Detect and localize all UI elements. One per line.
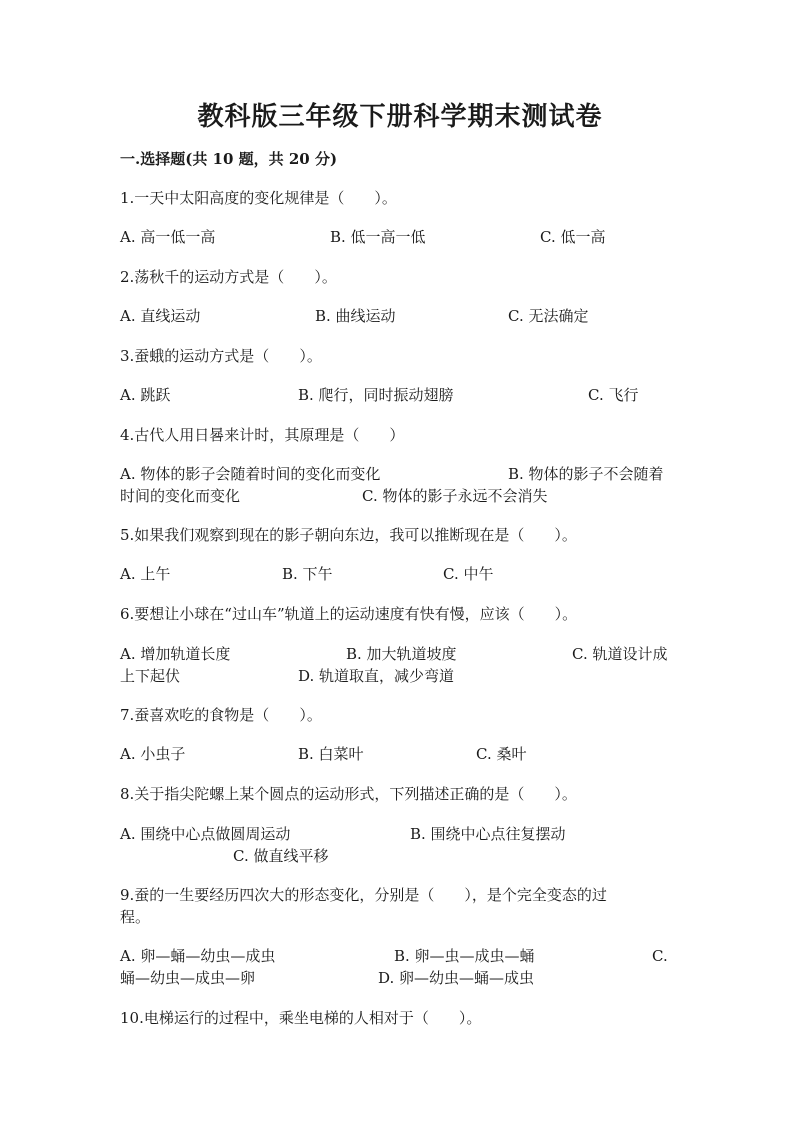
question-4-option-b-continued: 时间的变化而变化 xyxy=(120,487,241,505)
question-9-option-c-continued: 蛹—幼虫—成虫—卵 xyxy=(120,969,256,987)
question-6-option-b: B. 加大轨道坡度 xyxy=(346,645,457,663)
question-3-option-b: B. 爬行，同时振动翅膀 xyxy=(298,386,454,404)
question-2-option-a: A. 直线运动 xyxy=(120,307,201,325)
question-8-stem: 8.关于指尖陀螺上某个圆点的运动形式，下列描述正确的是（ ）。 xyxy=(120,785,577,803)
question-6-option-c-continued: 上下起伏 xyxy=(120,667,181,685)
question-8-option-c: C. 做直线平移 xyxy=(233,847,329,865)
question-4-option-b: B. 物体的影子不会随着 xyxy=(508,465,664,483)
question-9-option-c: C. xyxy=(652,947,668,965)
question-4-option-c: C. 物体的影子永远不会消失 xyxy=(362,487,548,505)
question-2-option-c: C. 无法确定 xyxy=(508,307,589,325)
question-5-option-b: B. 下午 xyxy=(282,565,333,583)
question-1-option-c: C. 低一高 xyxy=(540,228,606,246)
question-6-option-d: D. 轨道取直，减少弯道 xyxy=(298,667,455,685)
question-1-option-b: B. 低一高一低 xyxy=(330,228,426,246)
question-4-option-a: A. 物体的影子会随着时间的变化而变化 xyxy=(120,465,381,483)
question-7-option-c: C. 桑叶 xyxy=(476,745,527,763)
question-5-stem: 5.如果我们观察到现在的影子朝向东边，我可以推断现在是（ ）。 xyxy=(120,526,577,544)
page-title: 教科版三年级下册科学期末测试卷 xyxy=(197,102,603,132)
question-7-stem: 7.蚕喜欢吃的食物是（ ）。 xyxy=(120,706,322,724)
question-3-option-a: A. 跳跃 xyxy=(120,386,171,404)
question-2-option-b: B. 曲线运动 xyxy=(315,307,396,325)
question-5-option-a: A. 上午 xyxy=(120,565,171,583)
question-9-stem: 9.蚕的一生要经历四次大的形态变化，分别是（ ），是个完全变态的过 xyxy=(120,886,607,904)
question-7-option-a: A. 小虫子 xyxy=(120,745,186,763)
question-9-option-a: A. 卵—蛹—幼虫—成虫 xyxy=(120,947,276,965)
question-4-stem: 4.古代人用日晷来计时，其原理是（ ） xyxy=(120,426,405,444)
question-5-option-c: C. 中午 xyxy=(443,565,494,583)
question-8-option-a: A. 围绕中心点做圆周运动 xyxy=(120,825,291,843)
question-10-stem: 10.电梯运行的过程中，乘坐电梯的人相对于（ ）。 xyxy=(120,1009,482,1027)
question-7-option-b: B. 白菜叶 xyxy=(298,745,364,763)
question-9-option-b: B. 卵—虫—成虫—蛹 xyxy=(394,947,535,965)
question-1-stem: 1.一天中太阳高度的变化规律是（ ）。 xyxy=(120,189,397,207)
question-6-stem: 6.要想让小球在“过山车”轨道上的运动速度有快有慢，应该（ ）。 xyxy=(120,605,578,623)
question-6-option-a: A. 增加轨道长度 xyxy=(120,645,231,663)
question-6-option-c: C. 轨道设计成 xyxy=(572,645,668,663)
question-3-option-c: C. 飞行 xyxy=(588,386,639,404)
section-heading: 一.选择题(共 10 题，共 20 分) xyxy=(120,150,338,168)
question-9-stem-continued: 程。 xyxy=(120,908,151,926)
question-9-option-d: D. 卵—幼虫—蛹—成虫 xyxy=(378,969,535,987)
question-2-stem: 2.荡秋千的运动方式是（ ）。 xyxy=(120,268,337,286)
question-1-option-a: A. 高一低一高 xyxy=(120,228,216,246)
question-3-stem: 3.蚕蛾的运动方式是（ ）。 xyxy=(120,347,322,365)
question-8-option-b: B. 围绕中心点往复摆动 xyxy=(410,825,566,843)
